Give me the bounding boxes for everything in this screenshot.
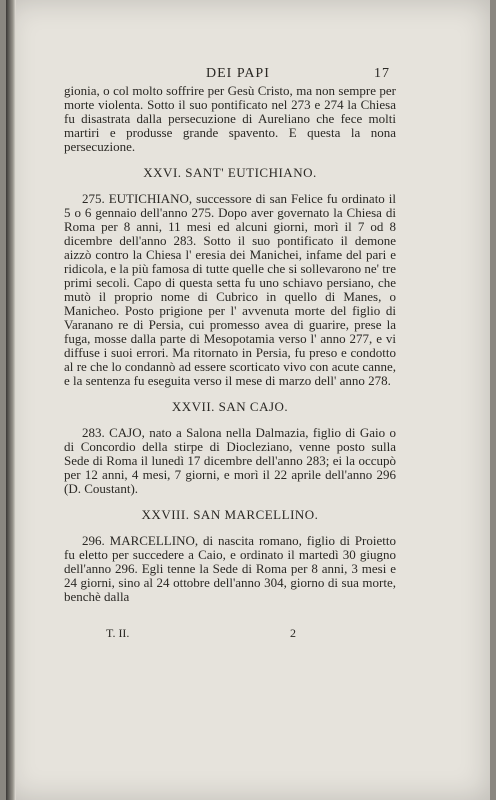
page-gutter-shadow [6,0,16,800]
section-body-marcellino: 296. MARCELLINO, di nascita romano, figlio di Proietto fu eletto per succedere a Caio, e ordinato il martedì 30 giugno dell'anno 296. Egli tenne la Sede di Roma per 8 anni, 3 mesi e 24 giorni, sino al 24 ottobre dell'anno 304, giorno di sua morte, benchè dalla [64,533,396,604]
section-body-eutichiano: 275. EUTICHIANO, successore di san Felice fu ordinato il 5 o 6 gennaio dell'anno 275. Dopo aver governato la Chiesa di Roma per 8 anni, 11 mesi ed alcuni giorni, morì il 7 od 8 dicembre dell'anno 283. Sotto il suo pontificato il demone aizzò contro la Chiesa l' eresia dei Manichei, infame del pari e ridicola, e la più famosa di tutte quelle che si sollevarono ne' tre primi secoli. Capo di questa setta fu uno schiavo persiano, che mutò il proprio nome di Cubrico in quello di Manes, o Manicheo. Posto prigione per l' avvenuta morte del figlio di Varanano re di Persia, cui promesso avea di guarire, prese la fuga, mosse dalla parte di Mesopotamia verso l' anno 277, e vi diffuse i suoi errori. Ma ritornato in Persia, fu preso e condotto al re che lo condannò ad essere scorticato vivo con acute canne, e la sentenza fu eseguita verso il mese di marzo dell' anno 278. [64,191,396,388]
page-text [64,84,396,604]
opening-paragraph: gionia, o col molto soffrire per Gesù Cristo, ma non sempre per morte violenta. Sotto il suo pontificato nel 273 e 274 la Chiesa fu disastrata dalla persecuzione di Aureliano che fece molti martiri e produsse grande spavento. E questa la nona persecuzione. [64,83,396,154]
section-heading-cajo: XXVII. SAN CAJO. [171,399,289,414]
page-footer [106,626,346,642]
volume-mark: T. II. [106,626,130,640]
signature-mark: 2 [290,626,296,640]
section-body-cajo: 283. CAJO, nato a Salona nella Dalmazia, figlio di Gaio o di Concordio della stirpe di Diocleziano, venne posto sulla Sede di Roma il lunedì 17 dicembre dell'anno 283; ei la occupò per 12 anni, 4 mesi, 7 giorni, e morì il 22 aprile dell'anno 296 (D. Coustant). [64,425,396,496]
running-title: DEI PAPI [206,66,270,81]
page-number: 17 [374,66,390,81]
book-page [6,0,490,800]
section-heading-marcellino: XXVIII. SAN MARCELLINO. [141,507,319,522]
section-heading-eutichiano: XXVI. SANT' EUTICHIANO. [143,165,317,180]
